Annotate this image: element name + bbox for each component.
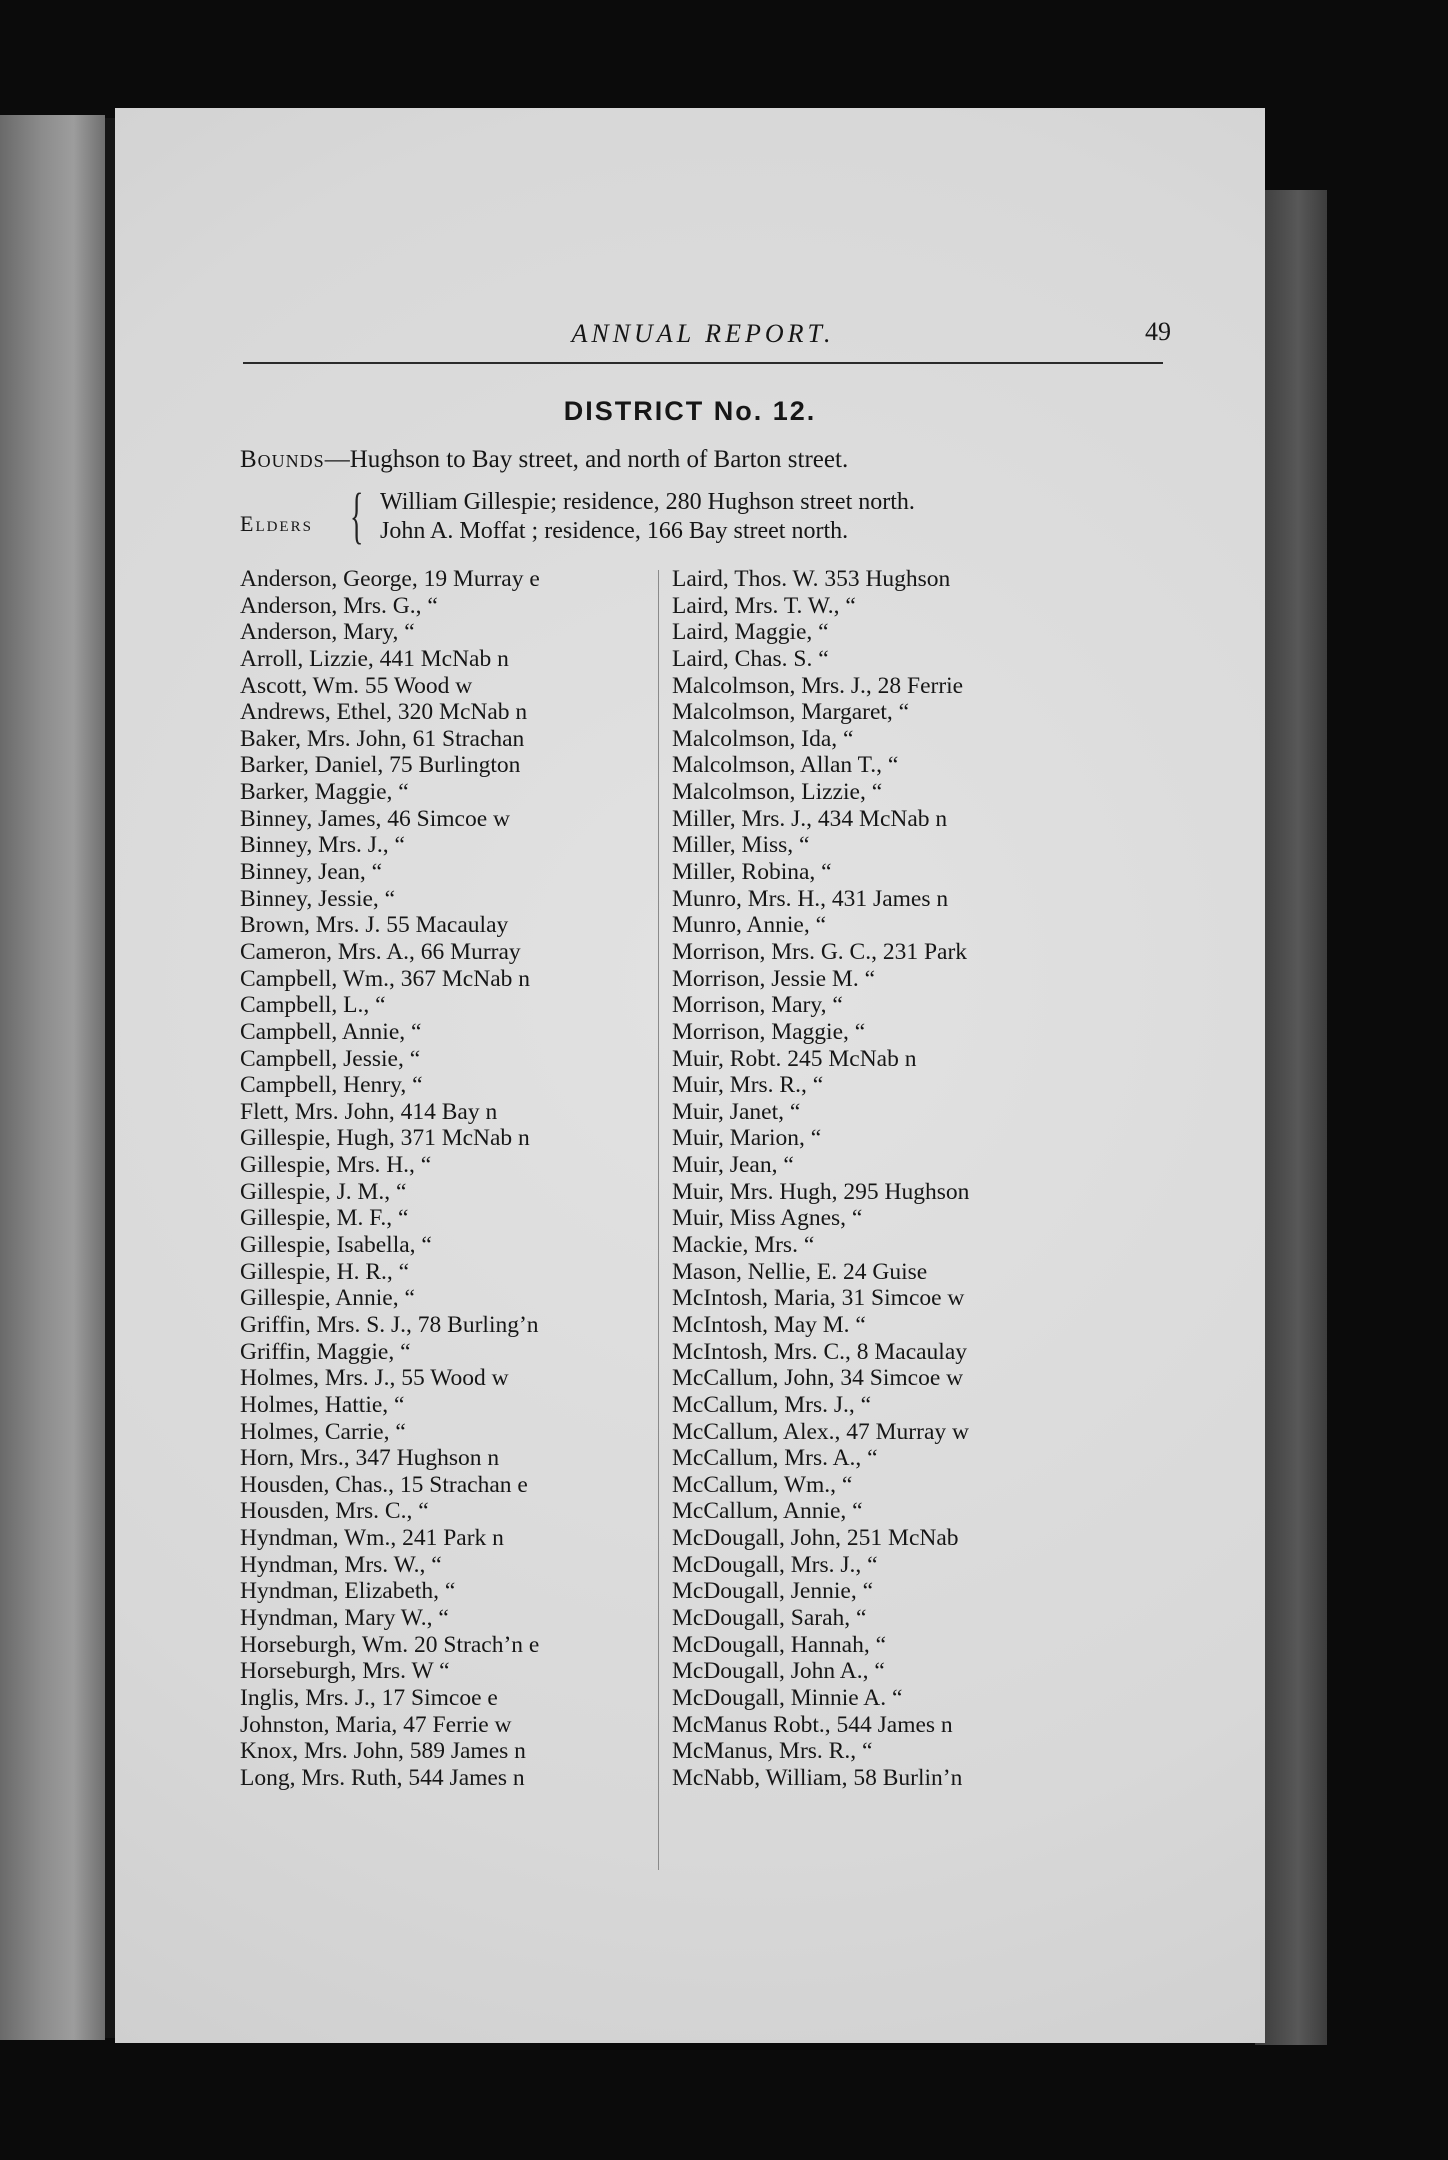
- member-entry: Gillespie, Annie, “: [240, 1285, 415, 1312]
- member-entry: Muir, Miss Agnes, “: [672, 1205, 863, 1232]
- member-entry: Hyndman, Mary W., “: [240, 1604, 449, 1631]
- member-entry: Muir, Mrs. Hugh, 295 Hughson: [672, 1178, 970, 1205]
- member-entry: Johnston, Maria, 47 Ferrie w: [240, 1711, 512, 1738]
- member-entry: Campbell, Wm., 367 McNab n: [240, 965, 531, 992]
- member-entry: Binney, Jean, “: [240, 859, 383, 886]
- member-entry: Malcolmson, Ida, “: [672, 725, 854, 752]
- member-entry: Baker, Mrs. John, 61 Strachan: [240, 725, 525, 752]
- member-column-right: [672, 566, 1152, 1791]
- member-entry: Morrison, Jessie M. “: [672, 965, 875, 992]
- member-entry: Morrison, Maggie, “: [672, 1018, 866, 1045]
- member-entry: Laird, Mrs. T. W., “: [672, 592, 856, 619]
- member-entry: Ascott, Wm. 55 Wood w: [240, 672, 473, 699]
- member-entry: Gillespie, J. M., “: [240, 1178, 407, 1205]
- elders-block: [240, 482, 1200, 553]
- member-entry: Cameron, Mrs. A., 66 Murray: [240, 938, 521, 965]
- member-entry: Muir, Marion, “: [672, 1125, 822, 1152]
- bounds-text: —Hughson to Bay street, and north of Barton street.: [324, 446, 849, 473]
- member-entry: Miller, Mrs. J., 434 McNab n: [672, 805, 948, 832]
- member-entry: Anderson, Mrs. G., “: [240, 592, 438, 619]
- member-entry: McCallum, Mrs. J., “: [672, 1391, 872, 1418]
- member-entry: Miller, Robina, “: [672, 859, 832, 886]
- member-entry: Long, Mrs. Ruth, 544 James n: [240, 1764, 525, 1791]
- member-entry: Gillespie, Mrs. H., “: [240, 1152, 432, 1179]
- member-entry: McDougall, Sarah, “: [672, 1604, 867, 1631]
- member-entry: Housden, Mrs. C., “: [240, 1498, 429, 1525]
- bounds-label: Bounds: [240, 446, 325, 473]
- member-entry: Binney, Mrs. J., “: [240, 832, 405, 859]
- member-entry: McManus Robt., 544 James n: [672, 1711, 953, 1738]
- member-entry: Inglis, Mrs. J., 17 Simcoe e: [240, 1684, 498, 1711]
- member-entry: McCallum, John, 34 Simcoe w: [672, 1365, 964, 1392]
- member-entry: Hyndman, Wm., 241 Park n: [240, 1525, 504, 1552]
- member-entry: Muir, Robt. 245 McNab n: [672, 1045, 917, 1072]
- member-entry: Barker, Daniel, 75 Burlington: [240, 752, 521, 779]
- member-entry: McCallum, Mrs. A., “: [672, 1445, 878, 1472]
- running-header: [243, 313, 1171, 373]
- member-entry: Arroll, Lizzie, 441 McNab n: [240, 645, 509, 672]
- member-entry: McDougall, Mrs. J., “: [672, 1551, 878, 1578]
- member-entry: Morrison, Mary, “: [672, 992, 843, 1019]
- member-entry: Gillespie, M. F., “: [240, 1205, 409, 1232]
- member-entry: Holmes, Carrie, “: [240, 1418, 406, 1445]
- member-entry: Campbell, Annie, “: [240, 1018, 422, 1045]
- member-entry: McIntosh, May M. “: [672, 1311, 866, 1338]
- member-entry: Malcolmson, Allan T., “: [672, 752, 899, 779]
- member-entry: Hyndman, Elizabeth, “: [240, 1578, 456, 1605]
- member-entry: Horn, Mrs., 347 Hughson n: [240, 1445, 500, 1472]
- member-entry: Housden, Chas., 15 Strachan e: [240, 1471, 528, 1498]
- member-entry: Brown, Mrs. J. 55 Macaulay: [240, 912, 509, 939]
- running-title: ANNUAL REPORT.: [571, 319, 835, 348]
- book-spine: [105, 118, 115, 2038]
- member-entry: Malcolmson, Lizzie, “: [672, 779, 883, 806]
- column-divider: [658, 570, 659, 1870]
- brace-glyph: {: [350, 482, 364, 550]
- district-title: DISTRICT No. 12.: [563, 396, 817, 426]
- member-entry: Laird, Maggie, “: [672, 619, 829, 646]
- member-entry: McCallum, Alex., 47 Murray w: [672, 1418, 969, 1445]
- member-entry: McIntosh, Maria, 31 Simcoe w: [672, 1285, 965, 1312]
- member-entry: Malcolmson, Mrs. J., 28 Ferrie: [672, 672, 964, 699]
- page-number: 49: [1145, 317, 1171, 346]
- member-entry: Holmes, Hattie, “: [240, 1391, 405, 1418]
- member-entry: Muir, Mrs. R., “: [672, 1072, 824, 1099]
- member-entry: Horseburgh, Wm. 20 Strach’n e: [240, 1631, 540, 1658]
- member-entry: McDougall, Hannah, “: [672, 1631, 887, 1658]
- member-entry: Laird, Chas. S. “: [672, 645, 829, 672]
- member-entry: Barker, Maggie, “: [240, 779, 409, 806]
- member-entry: Gillespie, Isabella, “: [240, 1232, 432, 1259]
- member-entry: Miller, Miss, “: [672, 832, 810, 859]
- member-entry: McDougall, John A., “: [672, 1658, 885, 1685]
- header-rule: [243, 362, 1163, 364]
- member-entry: Mason, Nellie, E. 24 Guise: [672, 1258, 928, 1285]
- member-entry: Hyndman, Mrs. W., “: [240, 1551, 442, 1578]
- member-entry: Binney, James, 46 Simcoe w: [240, 805, 510, 832]
- member-entry: Anderson, George, 19 Murray e: [240, 566, 540, 592]
- member-entry: McManus, Mrs. R., “: [672, 1738, 873, 1765]
- member-entry: Campbell, Jessie, “: [240, 1045, 421, 1072]
- member-entry: Morrison, Mrs. G. C., 231 Park: [672, 938, 968, 965]
- member-list: [240, 566, 1200, 1966]
- member-entry: Gillespie, H. R., “: [240, 1258, 410, 1285]
- member-entry: McNabb, William, 58 Burlin’n: [672, 1764, 963, 1791]
- member-entry: Campbell, Henry, “: [240, 1072, 423, 1099]
- member-entry: McDougall, Minnie A. “: [672, 1684, 903, 1711]
- document-page: [115, 108, 1265, 2043]
- member-entry: Flett, Mrs. John, 414 Bay n: [240, 1098, 498, 1125]
- member-entry: Anderson, Mary, “: [240, 619, 415, 646]
- member-entry: Griffin, Mrs. S. J., 78 Burling’n: [240, 1311, 539, 1338]
- member-entry: McDougall, Jennie, “: [672, 1578, 874, 1605]
- district-bounds: [240, 446, 1200, 474]
- member-entry: McDougall, John, 251 McNab: [672, 1525, 959, 1552]
- member-entry: Holmes, Mrs. J., 55 Wood w: [240, 1365, 509, 1392]
- elder-entry: John A. Moffat ; residence, 166 Bay street north.: [380, 518, 849, 544]
- member-entry: Binney, Jessie, “: [240, 885, 396, 912]
- elder-entry: William Gillespie; residence, 280 Hughson street north.: [380, 489, 915, 515]
- member-entry: Munro, Annie, “: [672, 912, 827, 939]
- member-entry: Gillespie, Hugh, 371 McNab n: [240, 1125, 530, 1152]
- member-column-left: [240, 566, 645, 1791]
- member-entry: Malcolmson, Margaret, “: [672, 699, 910, 726]
- member-entry: Horseburgh, Mrs. W “: [240, 1658, 450, 1685]
- member-entry: Mackie, Mrs. “: [672, 1232, 815, 1259]
- elders-label: Elders: [240, 511, 313, 536]
- member-entry: Campbell, L., “: [240, 992, 386, 1019]
- member-entry: Muir, Jean, “: [672, 1152, 794, 1179]
- member-entry: McIntosh, Mrs. C., 8 Macaulay: [672, 1338, 968, 1365]
- member-entry: Munro, Mrs. H., 431 James n: [672, 885, 949, 912]
- member-entry: Andrews, Ethel, 320 McNab n: [240, 699, 528, 726]
- member-entry: McCallum, Annie, “: [672, 1498, 863, 1525]
- left-facing-page: [0, 115, 105, 2040]
- member-entry: Laird, Thos. W. 353 Hughson: [672, 566, 951, 592]
- member-entry: McCallum, Wm., “: [672, 1471, 853, 1498]
- member-entry: Griffin, Maggie, “: [240, 1338, 411, 1365]
- page-edge-shadow: [1255, 190, 1327, 2045]
- member-entry: Muir, Janet, “: [672, 1098, 801, 1125]
- member-entry: Knox, Mrs. John, 589 James n: [240, 1738, 526, 1765]
